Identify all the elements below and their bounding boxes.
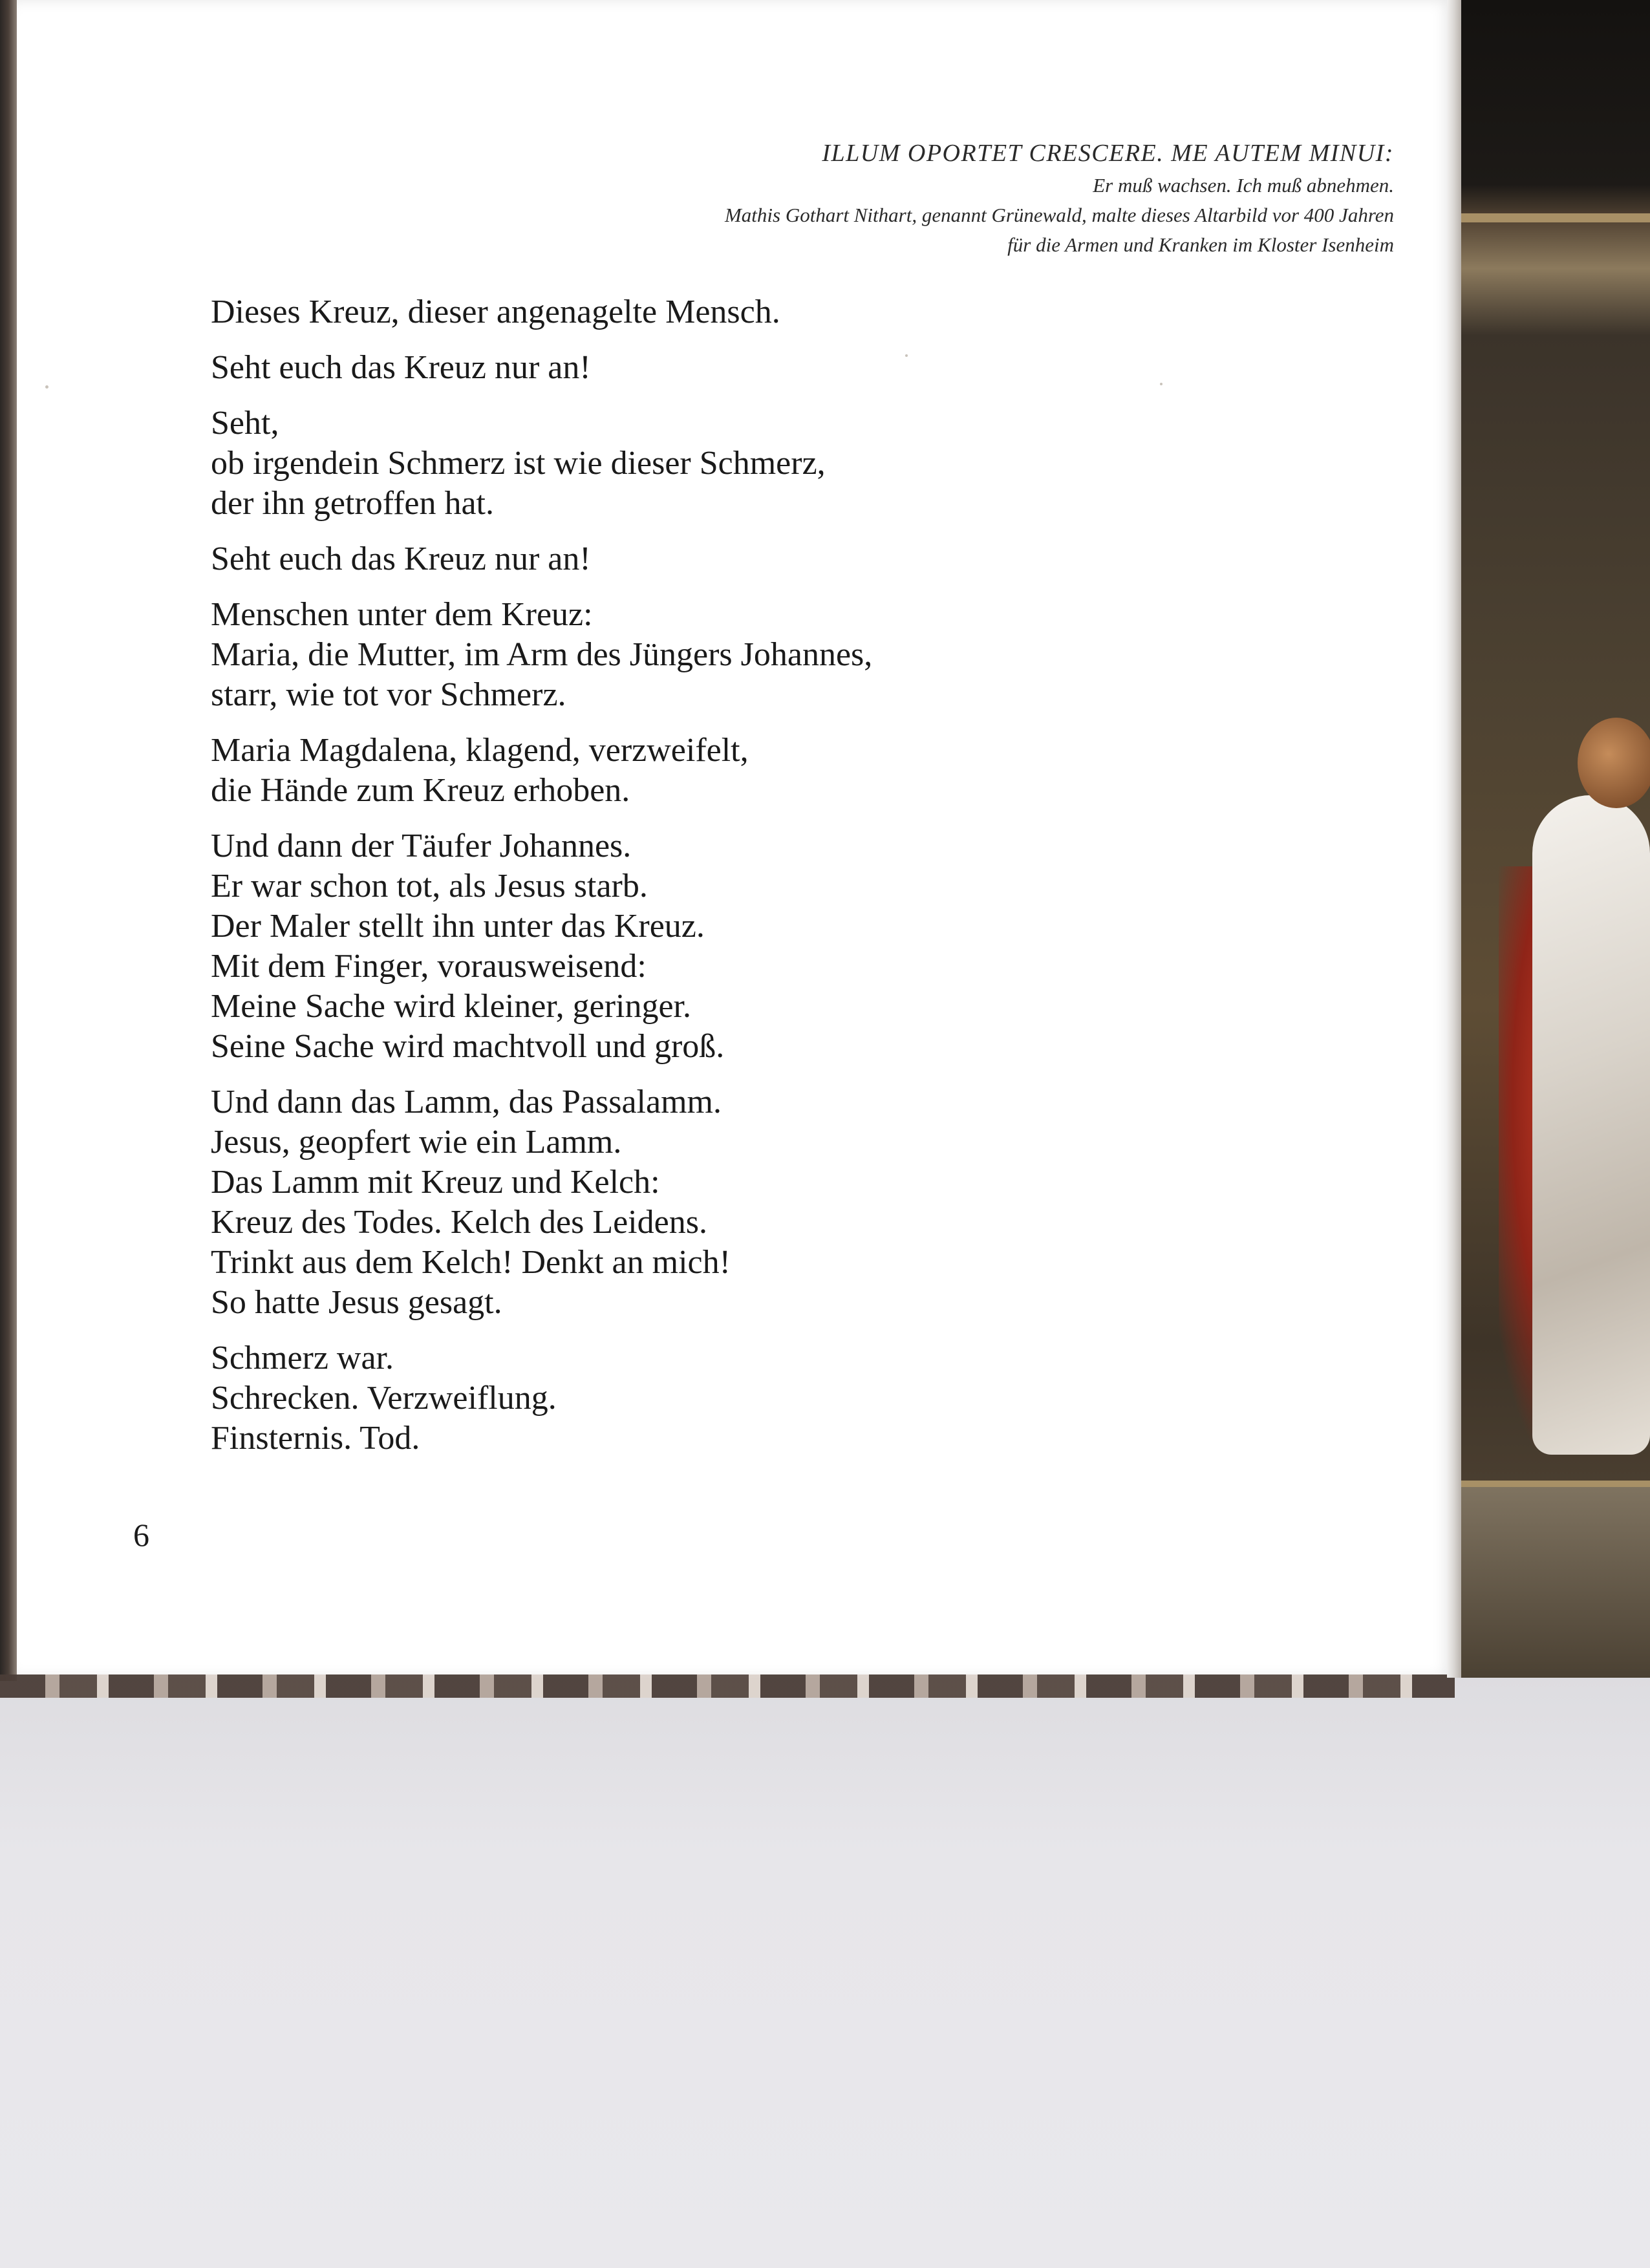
poem-line: Und dann der Täufer Johannes. — [211, 828, 632, 864]
poem-stanza — [211, 403, 872, 524]
poem-line: Der Maler stellt ihn unter das Kreuz. — [211, 908, 705, 945]
poem-stanza — [211, 292, 872, 332]
poem-line: Und dann das Lamm, das Passalamm. — [211, 1084, 722, 1120]
poem-line: Er war schon tot, als Jesus starb. — [211, 868, 648, 904]
painting-white-robe — [1532, 795, 1650, 1455]
painting-figure-head — [1578, 718, 1650, 808]
poem-line: Kreuz des Todes. Kelch des Leidens. — [211, 1204, 707, 1241]
poem-text — [211, 292, 872, 1474]
caption-artist: Mathis Gothart Nithart, genannt Grünewald, malte dieses Altarbild vor 400 Jahren — [724, 204, 1394, 226]
book-cover-edge-left — [0, 0, 17, 1681]
altarpiece-painting — [1455, 0, 1650, 1678]
paper-speck — [905, 354, 908, 357]
poem-line: Finsternis. Tod. — [211, 1420, 420, 1457]
poem-line: Mit dem Finger, vorausweisend: — [211, 948, 647, 985]
paper-speck — [45, 385, 48, 389]
painting-frame-line — [1455, 213, 1650, 222]
poem-stanza — [211, 731, 872, 811]
poem-line: Schmerz war. — [211, 1340, 394, 1376]
poem-stanza — [211, 539, 872, 579]
poem-line: die Hände zum Kreuz erhoben. — [211, 772, 630, 809]
book-binding — [1447, 0, 1461, 1678]
poem-stanza — [211, 348, 872, 388]
poem-line: Trinkt aus dem Kelch! Denkt an mich! — [211, 1244, 731, 1281]
poem-line: Schrecken. Verzweiflung. — [211, 1380, 557, 1417]
poem-stanza — [211, 826, 872, 1067]
poem-line: starr, wie tot vor Schmerz. — [211, 676, 566, 713]
poem-line: Seht euch das Kreuz nur an! — [211, 349, 591, 386]
poem-line: Seht, — [211, 405, 279, 442]
scanner-background — [0, 1674, 1650, 2268]
caption-translation: Er muß wachsen. Ich muß abnehmen. — [1093, 174, 1394, 197]
poem-line: Dieses Kreuz, dieser angenagelte Mensch. — [211, 294, 780, 330]
poem-stanza — [211, 1338, 872, 1459]
poem-line: der ihn getroffen hat. — [211, 485, 494, 522]
caption-location: für die Armen und Kranken im Kloster Isenheim — [1007, 233, 1394, 256]
page-number: 6 — [133, 1517, 149, 1553]
poem-line: Meine Sache wird kleiner, geringer. — [211, 988, 691, 1025]
poem-line: Das Lamm mit Kreuz und Kelch: — [211, 1164, 660, 1201]
poem-line: Menschen unter dem Kreuz: — [211, 596, 593, 633]
poem-line: Seine Sache wird machtvoll und groß. — [211, 1028, 725, 1065]
painting-base — [1455, 1487, 1650, 1678]
poem-line: Maria Magdalena, klagend, verzweifelt, — [211, 732, 749, 769]
image-caption — [725, 136, 1394, 260]
poem-line: ob irgendein Schmerz ist wie dieser Schmerz, — [211, 445, 826, 482]
poem-line: Maria, die Mutter, im Arm des Jüngers Johannes, — [211, 636, 873, 673]
caption-latin: ILLUM OPORTET CRESCERE. ME AUTEM MINUI: — [822, 140, 1394, 167]
paper-speck — [1160, 383, 1162, 385]
poem-line: So hatte Jesus gesagt. — [211, 1284, 502, 1321]
poem-stanza — [211, 1082, 872, 1323]
poem-stanza — [211, 595, 872, 715]
book-cover-edge-bottom — [0, 1674, 1455, 1698]
poem-line: Seht euch das Kreuz nur an! — [211, 540, 591, 577]
poem-line: Jesus, geopfert wie ein Lamm. — [211, 1124, 622, 1161]
